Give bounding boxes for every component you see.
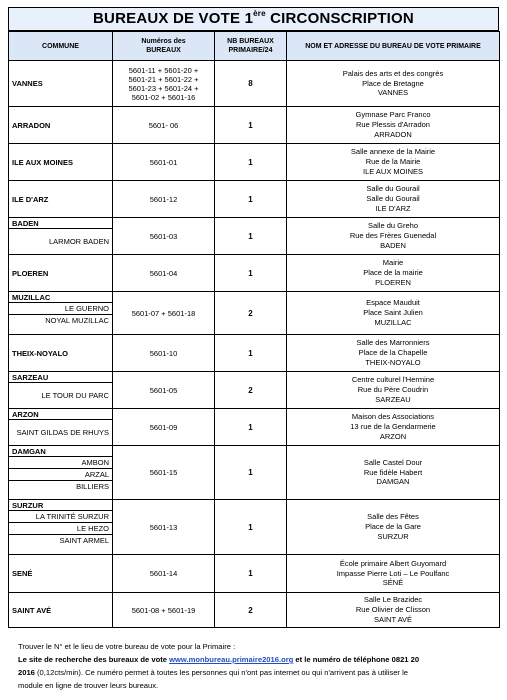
footer-note	[18, 640, 494, 692]
table-row	[9, 181, 500, 218]
bureau-numbers-cell	[113, 61, 215, 107]
address-line: ARRADON	[374, 129, 412, 139]
bureau-numbers-cell	[113, 446, 215, 500]
address-line: VANNES	[377, 88, 409, 98]
table-row	[9, 446, 500, 500]
bureau-numbers-cell	[113, 107, 215, 144]
bureau-numbers-cell	[113, 255, 215, 292]
address-line: Rue Olivier de Clisson	[355, 605, 431, 615]
address-line: THEIX-NOYALO	[365, 357, 421, 367]
bureau-number: 5601-14	[149, 569, 178, 578]
title-superscript: ère	[253, 9, 266, 18]
bureau-numbers-cell	[113, 555, 215, 593]
commune-name: ARRADON	[12, 120, 51, 130]
address-line: Place de la Chapelle	[358, 348, 428, 358]
commune-name: ILE D'ARZ	[12, 194, 49, 204]
commune-cell	[9, 61, 113, 107]
sub-commune: SAINT ARMEL	[9, 534, 112, 546]
sub-commune: NOYAL MUZILLAC	[9, 314, 112, 326]
bureau-number: 5601-08 + 5601-19	[131, 605, 196, 615]
bureau-count: 2	[215, 593, 287, 628]
footer-line3-a: 2016	[18, 668, 35, 677]
bureau-number: 5601-23 + 5601-24 +	[128, 83, 199, 93]
footer-link[interactable]: www.monbureau.primaire2016.org	[169, 655, 294, 664]
bureau-count: 1	[215, 144, 287, 181]
footer-line3-b: (0,12cts/min). Ce numéro permet à toutes les personnes qui n'ont pas internet ou qui n'arrivent pas à utiliser le	[34, 668, 408, 677]
bureau-number: 5601-13	[149, 522, 178, 532]
address-line: Place Saint Julien	[363, 308, 423, 318]
commune-name: SARZEAU	[12, 373, 49, 382]
footer-line2-b: et le numéro de téléphone 0821 20	[293, 655, 420, 664]
bureau-count: 1	[215, 446, 287, 500]
address-line: Salle des Fêtes	[367, 512, 419, 522]
sub-commune: LA TRINITÉ SURZUR	[9, 510, 112, 522]
address-line: DAMGAN	[376, 477, 410, 487]
address-line: Place de la Gare	[365, 522, 421, 532]
address-line: 13 rue de la Gendarmerie	[350, 422, 436, 432]
header-numeros-line1: Numéros des	[141, 38, 186, 45]
bureau-numbers-cell	[113, 181, 215, 218]
bureau-number: 5601-15	[149, 468, 178, 477]
bureau-numbers-cell	[113, 292, 215, 335]
address-line: Salle Le Brazidec	[363, 595, 423, 605]
address-cell	[287, 555, 500, 593]
table-row	[9, 372, 500, 409]
table-row	[9, 107, 500, 144]
address-cell	[287, 292, 500, 335]
bureau-number: 5601-05	[149, 385, 178, 395]
commune-cell	[9, 500, 113, 555]
commune-name: DAMGAN	[12, 447, 46, 456]
header-nom: NOM ET ADRESSE DU BUREAU DE VOTE PRIMAIRE	[287, 32, 500, 61]
commune-name: SURZUR	[12, 501, 44, 510]
bureau-count: 8	[215, 61, 287, 107]
address-line: Salle des Marronniers	[356, 338, 430, 348]
address-cell	[287, 255, 500, 292]
commune-cell	[9, 409, 113, 446]
commune-cell	[9, 255, 113, 292]
address-cell	[287, 144, 500, 181]
address-line: SAINT AVÉ	[373, 614, 413, 624]
bureau-count: 1	[215, 181, 287, 218]
address-cell	[287, 409, 500, 446]
polling-stations-table	[8, 31, 500, 628]
bureau-number: 5601-04	[149, 268, 178, 278]
address-cell	[287, 181, 500, 218]
sub-commune: AMBON	[9, 456, 112, 468]
table-header-row	[9, 32, 500, 61]
sub-commune: LE TOUR DU PARC	[9, 382, 112, 408]
address-line: École primaire Albert Guyomard	[339, 558, 447, 568]
address-line: Mairie	[382, 258, 404, 268]
bureau-number: 5601-11 + 5601-20 +	[128, 65, 199, 75]
title-main: BUREAUX DE VOTE 1	[93, 10, 254, 27]
bureau-number: 5601-12	[149, 194, 178, 204]
address-cell	[287, 500, 500, 555]
address-line: BADEN	[380, 240, 406, 250]
address-line: SURZUR	[377, 531, 409, 541]
address-cell	[287, 107, 500, 144]
address-line: Espace Mauduit	[366, 298, 420, 308]
address-line: Gymnase Parc Franco	[355, 110, 431, 120]
table-row	[9, 409, 500, 446]
address-line: Rue des Frères Guenedal	[349, 231, 437, 241]
commune-name: VANNES	[12, 79, 43, 88]
bureau-numbers-cell	[113, 144, 215, 181]
bureau-number: 5601-21 + 5601-22 +	[128, 74, 199, 84]
sub-commune: SAINT GILDAS DE RHUYS	[9, 419, 112, 445]
header-numeros-line2: BUREAUX	[146, 47, 181, 54]
table-row	[9, 292, 500, 335]
footer-line3	[18, 666, 494, 679]
address-line: Salle du Gourail	[366, 194, 420, 204]
address-cell	[287, 335, 500, 372]
address-line: PLOEREN	[375, 277, 411, 287]
header-numeros	[113, 32, 215, 61]
commune-cell	[9, 555, 113, 593]
address-line: SÉNÉ	[382, 578, 404, 588]
commune-name: SAINT AVÉ	[12, 605, 52, 615]
commune-cell	[9, 181, 113, 218]
commune-cell	[9, 218, 113, 255]
address-line: Rue fidèle Habert	[363, 467, 423, 477]
table-row	[9, 255, 500, 292]
commune-cell	[9, 335, 113, 372]
commune-cell	[9, 292, 113, 335]
table-row	[9, 555, 500, 593]
address-line: ILE AUX MOINES	[362, 166, 424, 176]
bureau-number: 5601-07 + 5601-18	[131, 308, 196, 318]
table-row	[9, 593, 500, 628]
bureau-number: 5601-10	[149, 348, 178, 358]
address-line: Salle Castel Dour	[363, 457, 423, 467]
commune-name: SENÉ	[12, 569, 33, 578]
commune-cell	[9, 593, 113, 628]
title-tail: CIRCONSCRIPTION	[265, 10, 414, 27]
bureau-numbers-cell	[113, 372, 215, 409]
header-nb-line1: NB BUREAUX	[227, 38, 274, 45]
commune-name: PLOEREN	[12, 268, 49, 278]
address-line: Place de la mairie	[363, 268, 423, 278]
address-cell	[287, 61, 500, 107]
address-line: Impasse Pierre Loti – Le Poulfanc	[336, 568, 450, 578]
header-nb	[215, 32, 287, 61]
bureau-number: 5601- 06	[148, 120, 179, 130]
footer-line2-a: Le site de recherche des bureaux de vote	[18, 655, 170, 664]
header-commune: COMMUNE	[9, 32, 113, 61]
bureau-count: 2	[215, 372, 287, 409]
bureau-count: 1	[215, 555, 287, 593]
address-cell	[287, 218, 500, 255]
sub-commune: LE GUERNO	[9, 302, 112, 314]
address-line: Rue du Père Coudrin	[357, 385, 429, 395]
bureau-number: 5601-01	[149, 157, 178, 167]
table-row	[9, 144, 500, 181]
bureau-count: 1	[215, 500, 287, 555]
address-line: Centre culturel l'Hermine	[351, 375, 435, 385]
bureau-numbers-cell	[113, 593, 215, 628]
footer-line2	[18, 653, 494, 666]
sub-commune: LE HEZO	[9, 522, 112, 534]
bureau-count: 1	[215, 218, 287, 255]
table-row	[9, 218, 500, 255]
bureau-count: 1	[215, 255, 287, 292]
address-line: ARZON	[379, 431, 407, 441]
address-line: MUZILLAC	[374, 317, 412, 327]
page-title	[8, 7, 499, 31]
address-line: SARZEAU	[375, 394, 411, 404]
sub-commune: ARZAL	[9, 468, 112, 480]
sub-commune: LARMOR BADEN	[9, 228, 112, 254]
table-row	[9, 335, 500, 372]
table-row	[9, 500, 500, 555]
bureau-numbers-cell	[113, 335, 215, 372]
commune-name: ILE AUX MOINES	[12, 157, 73, 167]
table-row	[9, 61, 500, 107]
address-line: Maison des Associations	[351, 412, 435, 422]
header-nb-line2: PRIMAIRE/24	[228, 47, 273, 54]
sub-commune: BILLIERS	[9, 480, 112, 492]
bureau-numbers-cell	[113, 500, 215, 555]
commune-cell	[9, 144, 113, 181]
address-line: Salle annexe de la Mairie	[350, 147, 436, 157]
address-line: Salle du Greho	[367, 221, 419, 231]
commune-cell	[9, 107, 113, 144]
footer-line1: Trouver le N° et le lieu de votre bureau de vote pour la Primaire :	[18, 642, 236, 651]
address-line: Palais des arts et des congrès	[342, 68, 444, 78]
bureau-count: 1	[215, 409, 287, 446]
address-line: Place de Bretagne	[362, 78, 424, 88]
bureau-number: 5601-02 + 5601-16	[131, 92, 196, 102]
bureau-number: 5601-03	[149, 231, 178, 241]
commune-name: THEIX-NOYALO	[12, 348, 68, 358]
address-line: Rue Plessis d'Arradon	[356, 120, 430, 130]
commune-name: BADEN	[12, 219, 39, 228]
footer-line4: module en ligne de trouver leurs bureaux.	[18, 681, 159, 690]
bureau-number: 5601-09	[149, 422, 178, 432]
address-line: Rue de la Mairie	[365, 157, 421, 167]
bureau-numbers-cell	[113, 218, 215, 255]
bureau-count: 1	[215, 335, 287, 372]
bureau-count: 1	[215, 107, 287, 144]
address-line: Salle du Gourail	[366, 184, 420, 194]
bureau-count: 2	[215, 292, 287, 335]
commune-name: ARZON	[12, 410, 39, 419]
address-cell	[287, 593, 500, 628]
address-line: ILE D'ARZ	[375, 203, 411, 213]
bureau-numbers-cell	[113, 409, 215, 446]
commune-cell	[9, 372, 113, 409]
commune-name: MUZILLAC	[12, 293, 51, 302]
address-cell	[287, 446, 500, 500]
address-cell	[287, 372, 500, 409]
commune-cell	[9, 446, 113, 500]
